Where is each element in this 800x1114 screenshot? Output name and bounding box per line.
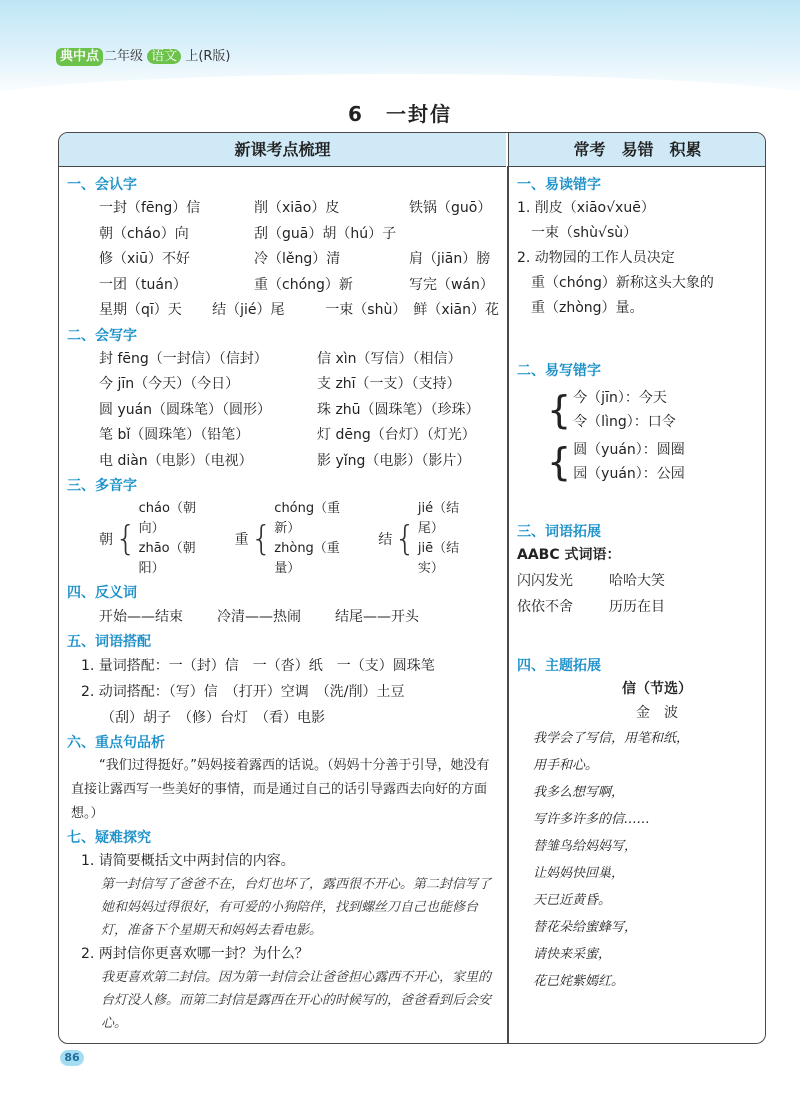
subject-pill: 语文 bbox=[147, 49, 181, 64]
header-banner bbox=[0, 0, 800, 98]
section-title-polyphone: 三、多音字 bbox=[67, 478, 137, 494]
right-column bbox=[517, 173, 757, 995]
section-title-collocation: 五、词语搭配 bbox=[67, 634, 151, 650]
misread-line: 重（chóng）新称这头大象的 bbox=[531, 275, 714, 291]
section-title-word-expansion: 三、词语拓展 bbox=[517, 524, 601, 540]
section-title-misread: 一、易读错字 bbox=[517, 177, 601, 193]
question: 2. 两封信你更喜欢哪一封？为什么？ bbox=[81, 946, 309, 962]
answer: 第一封信写了爸爸不在，台灯也坏了，露西很不开心。第二封信写了她和妈妈过得很好，有可爱的小狗陪伴，找到螺丝刀自己也能修台灯，准备下个星期天和妈妈去看电影。 bbox=[101, 877, 492, 938]
brace-icon: { bbox=[547, 440, 572, 484]
section-title-recognize: 一、会认字 bbox=[67, 177, 137, 193]
misread-line: 重（zhòng）量。 bbox=[531, 300, 644, 316]
char-pair: { 圆（yuán）：圆圈 园（yuán）：公园 bbox=[547, 440, 685, 484]
column-divider bbox=[507, 166, 509, 1044]
grade-label: 二年级 bbox=[104, 49, 144, 64]
word-row: 依依不舍 历历在目 bbox=[517, 599, 665, 615]
section-title-miswrite: 二、易写错字 bbox=[517, 363, 601, 379]
content-frame bbox=[58, 132, 766, 1044]
list-item: 今 jīn（今天）（今日） 支 zhī（一支）（支持） bbox=[99, 376, 461, 392]
edition-label: 上(R版) bbox=[185, 49, 231, 64]
misread-line: 一束（shù√sù） bbox=[531, 225, 638, 241]
misread-line: 1. 削皮（xiāo√xuē） bbox=[517, 200, 655, 216]
collocation-line: 1. 量词搭配：一（封）信 一（沓）纸 一（支）圆珠笔 bbox=[81, 658, 435, 674]
list-item: 星期（qī）天 结（jié）尾 一束（shù） 鲜（xiān）花 bbox=[99, 302, 499, 318]
misread-line: 2. 动物园的工作人员决定 bbox=[517, 250, 675, 266]
left-column bbox=[67, 173, 499, 1035]
answer: 我更喜欢第二封信。因为第一封信会让爸爸担心露西不开心，家里的台灯没人修。而第二封信是露西在开心的时候写的，爸爸看到后会安心。 bbox=[101, 970, 492, 1031]
section-title-sentence: 六、重点句品析 bbox=[67, 735, 165, 751]
section-title-antonym: 四、反义词 bbox=[67, 585, 137, 601]
list-item: 电 diàn（电影）（电视） 影 yǐng（电影）（影片） bbox=[99, 452, 471, 469]
word-row: 闪闪发光 哈哈大笑 bbox=[517, 573, 665, 589]
header-grade-info bbox=[104, 48, 231, 66]
list-item: 封 fēng（一封信）（信封） 信 xìn（写信）（相信） bbox=[99, 350, 462, 367]
question: 1. 请简要概括文中两封信的内容。 bbox=[81, 853, 295, 869]
char-pair: { 今（jīn）：今天 令（lìng）：口令 bbox=[547, 388, 676, 432]
polyphone-list bbox=[67, 499, 499, 579]
brace-icon: { bbox=[115, 519, 137, 559]
list-item: 一封（fēng）信 削（xiāo）皮 铁锅（guō） bbox=[99, 200, 492, 216]
poem-title: 信（节选） bbox=[622, 681, 692, 697]
section-title-theme: 四、主题拓展 bbox=[517, 658, 601, 674]
poem-body: 我学会了写信，用笔和纸， 用手和心。 我多么想写啊， 写许多许多的信…… 替雏鸟给妈妈写， 让妈妈快回巢， 天已近黄昏。 替花朵给蜜蜂写， 请快来采蜜， 花已姹紫嫣红。 bbox=[533, 731, 690, 989]
polyphone-group: 结 { jié（结尾） jiē（结实） bbox=[378, 501, 460, 576]
collocation-line: （刮）胡子 （修）台灯 （看）电影 bbox=[101, 710, 325, 726]
section-title-write: 二、会写字 bbox=[67, 327, 137, 344]
left-column-header: 新课考点梳理 bbox=[59, 133, 506, 167]
word-pattern-label: AABC 式词语： bbox=[517, 547, 621, 563]
collocation-line: 2. 动词搭配：（写）信 （打开）空调 （洗/削）土豆 bbox=[81, 684, 405, 700]
right-column-header: 常考 易错 积累 bbox=[508, 133, 766, 167]
brace-icon: { bbox=[547, 388, 572, 432]
poem-author: 金 波 bbox=[636, 705, 678, 721]
page-title: 6 一封信 bbox=[348, 102, 452, 126]
list-item: 一团（tuán） 重（chóng）新 写完（wán） bbox=[99, 276, 494, 293]
page-number: 86 bbox=[60, 1050, 84, 1066]
list-item: 修（xiū）不好 冷（lěng）清 肩（jiān）膀 bbox=[99, 251, 491, 267]
brand-logo: 典中点 bbox=[56, 48, 103, 66]
list-item: 圆 yuán（圆珠笔）（圆形） 珠 zhū（圆珠笔）（珍珠） bbox=[99, 401, 480, 418]
polyphone-group: 重 { chóng（重新） zhòng（重量） bbox=[234, 501, 341, 576]
list-item: 笔 bǐ（圆珠笔）（铅笔） 灯 dēng（台灯）（灯光） bbox=[99, 427, 476, 443]
sentence-analysis: “我们过得挺好。”妈妈接着露西的话说。（妈妈十分善于引导，她没有直接让露西写一些美好的事情，而是通过自己的话引导露西去向好的方面想。） bbox=[71, 758, 490, 821]
brace-icon: { bbox=[250, 519, 273, 559]
polyphone-group: 朝 { cháo（朝向） zhāo（朝阳） bbox=[99, 501, 196, 576]
list-item: 朝（cháo）向 刮（guā）胡（hú）子 bbox=[99, 225, 397, 242]
brace-icon: { bbox=[394, 519, 416, 559]
antonym-list: 开始——结束 冷清——热闹 结尾——开头 bbox=[99, 609, 419, 625]
section-title-inquiry: 七、疑难探究 bbox=[67, 830, 151, 846]
